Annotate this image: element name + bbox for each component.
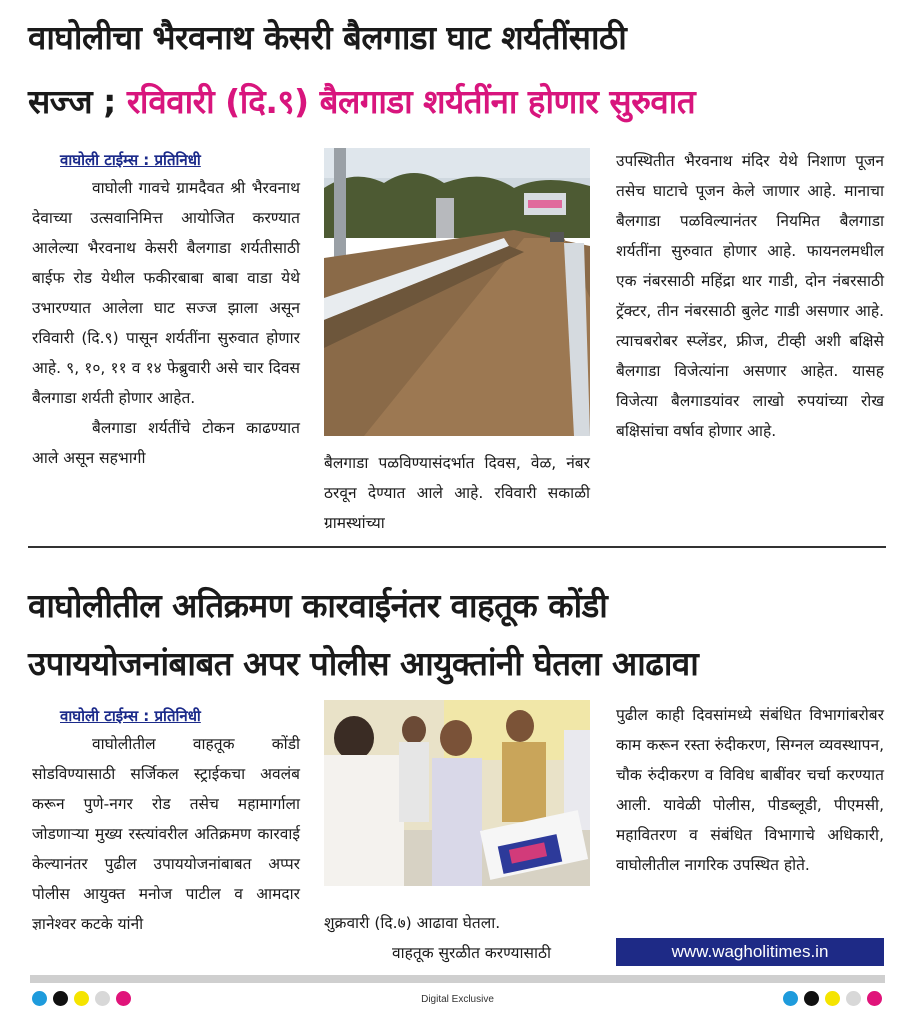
article1-headline-line1: वाघोलीचा भैरवनाथ केसरी बैलगाडा घाट शर्यतींसाठी xyxy=(28,18,627,57)
article2-caption-line2: वाहतूक सुरळीत करण्यासाठी xyxy=(392,944,552,962)
registration-dots-right xyxy=(783,991,882,1006)
magenta-dot xyxy=(116,991,131,1006)
cyan-dot xyxy=(32,991,47,1006)
grey-dot xyxy=(95,991,110,1006)
article2-column3: पुढील काही दिवसांमध्ये संबंधित विभागांबरोबर काम करून रस्ता रुंदीकरण, सिग्नल व्यवस्थापन, चौक रुंदीकरण व विविध बाबींवर चर्चा करण्यात आली. यावेळी पोलीस, पीडब्लूडी, पीएमसी, महावितरण व संबंधित विभागाचे अधिकारी, वाघोलीतील नागरिक उपस्थित होते. xyxy=(616,706,884,874)
article1-column1 xyxy=(32,173,300,473)
article1-headline-line2 xyxy=(28,78,695,123)
registration-dots-left xyxy=(32,991,131,1006)
magenta-dot xyxy=(867,991,882,1006)
article2-headline-line2: उपाययोजनांबाबत अपर पोलीस आयुक्तांनी घेतला आढावा xyxy=(28,644,699,683)
article1-byline: वाघोली टाईम्स : प्रतिनिधी xyxy=(60,151,201,169)
footer-label: Digital Exclusive xyxy=(421,994,494,1005)
article2-photo-meeting xyxy=(324,700,590,886)
article1-paragraph1: वाघोली गावचे ग्रामदैवत श्री भैरवनाथ देवाच्या उत्सवानिमित्त आयोजित करण्यात आलेल्या भैरवनाथ केसरी बैलगाडा शर्यतीसाठी बाईफ रोड येथील फकीरबाबा बाबा वाडा येथे उभारण्यात आलेला घाट सज्ज झाला असून रविवारी (दि.९) पासून शर्यतींना सुरुवात होणार आहे. ९, १०, ११ व १४ फेब्रुवारी असे चार दिवस बैलगाडा शर्यती होणार आहेत. xyxy=(32,179,300,407)
article1-column2-text: बैलगाडा पळविण्यासंदर्भात दिवस, वेळ, नंबर ठरवून देण्यात आले आहे. रविवारी सकाळी ग्रामस्थांच्या xyxy=(324,454,590,532)
black-dot xyxy=(53,991,68,1006)
article2-headline-line1: वाघोलीतील अतिक्रमण कारवाईनंतर वाहतूक कोंडी xyxy=(28,586,608,625)
article2-byline: वाघोली टाईम्स : प्रतिनिधी xyxy=(60,707,201,725)
article1-headline-black: सज्ज ; xyxy=(28,82,116,121)
yellow-dot xyxy=(74,991,89,1006)
article1-headline-pink: रविवारी (दि.९) बैलगाडा शर्यतींना होणार सुरुवात xyxy=(126,82,696,121)
article1-paragraph2: बैलगाडा शर्यतींचे टोकन काढण्यात आले असून सहभागी xyxy=(32,419,300,467)
article2-column2-text xyxy=(324,908,590,968)
website-banner: www.wagholitimes.in xyxy=(616,938,884,966)
footer-bar xyxy=(30,975,885,983)
article1-column3: उपस्थितीत भैरवनाथ मंदिर येथे निशाण पूजन तसेच घाटाचे पूजन केले जाणार आहे. मानाचा बैलगाडा पळविल्यानंतर नियमित बैलगाडा शर्यतींना सुरुवात होणार आहे. फायनलमधील एक नंबरसाठी महिंद्रा थार गाडी, दोन नंबरसाठी ट्रॅक्टर, तीन नंबरसाठी बुलेट गाडी असणार आहे. त्याचबरोबर स्प्लेंडर, फ्रीज, टीव्ही अशी बक्षिसे बैलगाडा विजेत्यांना असणार आहेत. यासह विजेत्या बैलगाडयांवर लाखो रुपयांच्या रोख बक्षिसांचा वर्षाव होणार आहे. xyxy=(616,152,884,440)
article2-column1 xyxy=(32,729,300,939)
yellow-dot xyxy=(825,991,840,1006)
cyan-dot xyxy=(783,991,798,1006)
black-dot xyxy=(804,991,819,1006)
article2-caption-line1: शुक्रवारी (दि.७) आढावा घेतला. xyxy=(324,914,501,932)
article2-paragraph1: वाघोलीतील वाहतूक कोंडी सोडविण्यासाठी सर्जिकल स्ट्राईकचा अवलंब करून पुणे-नगर रोड तसेच महामार्गाला जोडणाऱ्या मुख्य रस्त्यांवरील अतिक्रमण कारवाई केल्यानंतर पुढील उपाययोजनांबाबत अप्पर पोलीस आयुक्त मनोज पाटील व आमदार ज्ञानेश्वर कटके यांनी xyxy=(32,735,300,933)
article1-photo-race-track xyxy=(324,148,590,436)
section-divider xyxy=(28,546,886,548)
grey-dot xyxy=(846,991,861,1006)
